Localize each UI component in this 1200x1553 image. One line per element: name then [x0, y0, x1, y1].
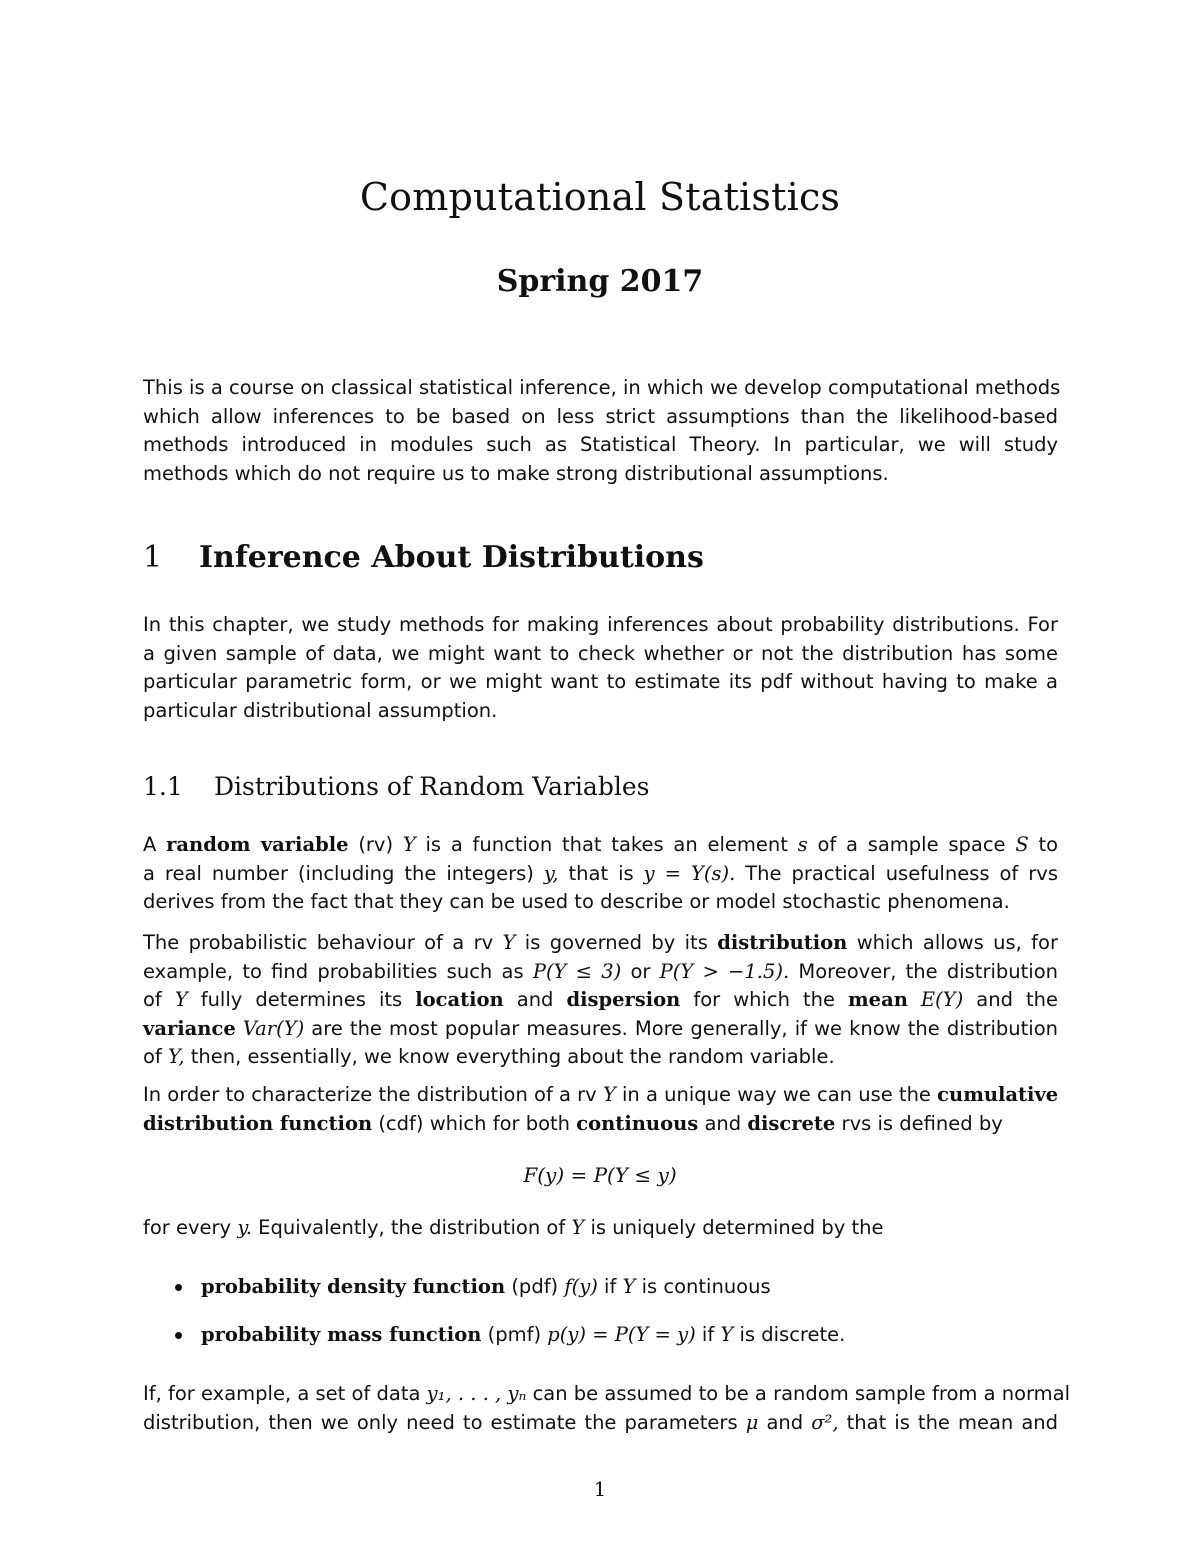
dist-line-3: of Y fully determines its location and dispersion for which the mean E(Y) and the — [143, 988, 1058, 1012]
function-bullet-list — [175, 1273, 845, 1369]
normal-paragraph — [143, 1380, 1071, 1437]
normal-line-1: If, for example, a set of data y₁, . . . , yₙ can be assumed to be a random sample from a normal — [143, 1382, 1071, 1405]
section-heading — [143, 540, 704, 575]
section1-paragraph — [143, 611, 1058, 725]
intro-line: methods which do not require us to make strong distributional assumptions. — [143, 461, 889, 485]
intro-paragraph — [143, 374, 1061, 488]
equivalently-line: for every y. Equivalently, the distribution of Y is uniquely determined by the — [143, 1216, 884, 1239]
random-variable-paragraph — [143, 831, 1058, 917]
section1-line: a given sample of data, we might want to check whether or not the distribution has some — [143, 641, 1058, 665]
cdf-line-2: distribution function (cdf) which for both continuous and discrete rvs is defined by — [143, 1111, 1003, 1135]
intro-line: This is a course on classical statistical inference, in which we develop computational methods — [143, 376, 1061, 399]
dist-line-5: of Y, then, essentially, we know everything about the random variable. — [143, 1045, 835, 1069]
section1-line: particular distributional assumption. — [143, 698, 498, 722]
subsection-heading — [143, 772, 649, 801]
rv-line-2: a real number (including the integers) y, that is y = Y(s). The practical usefulness of rvs — [143, 861, 1058, 885]
cdf-paragraph — [143, 1081, 1058, 1138]
intro-line: which allow inferences to be based on less strict assumptions than the likelihood-based — [143, 404, 1058, 428]
subsection-title: Distributions of Random Variables — [214, 772, 650, 801]
section1-line: In this chapter, we study methods for making inferences about probability distributions. For — [143, 613, 1058, 636]
equivalently-paragraph — [143, 1214, 1058, 1243]
dist-line-1: The probabilistic behaviour of a rv Y is governed by its distribution which allows us, for — [143, 931, 1058, 954]
cdf-equation: F(y) = P(Y ≤ y) — [523, 1163, 677, 1187]
document-subtitle: Spring 2017 — [496, 264, 704, 299]
section1-line: particular parametric form, or we might want to estimate its pdf without having to make a — [143, 670, 1058, 694]
section-title: Inference About Distributions — [199, 540, 704, 575]
page-number: 1 — [593, 1477, 607, 1501]
dist-line-2: example, to find probabilities such as P(Y ≤ 3) or P(Y > −1.5). Moreover, the distribution — [143, 959, 1058, 983]
dist-line-4: variance Var(Y) are the most popular measures. More generally, if we know the distribution — [143, 1016, 1058, 1040]
rv-line-1: A random variable (rv) Y is a function that takes an element s of a sample space S to — [143, 833, 1059, 856]
document-title: Computational Statistics — [359, 175, 841, 219]
normal-line-2: distribution, then we only need to estimate the parameters μ and σ², that is the mean and — [143, 1410, 1059, 1434]
subsection-number: 1.1 — [143, 772, 183, 801]
cdf-line-1: In order to characterize the distribution of a rv Y in a unique way we can use the cumulative — [143, 1083, 1059, 1106]
bullet-icon — [175, 1284, 182, 1291]
list-item: probability mass function (pmf) p(y) = P(Y = y) if Y is discrete. — [175, 1321, 845, 1369]
bullet-icon — [175, 1332, 182, 1339]
rv-line-3: derives from the fact that they can be used to describe or model stochastic phenomena. — [143, 890, 1010, 914]
list-item: probability density function (pdf) f(y) if Y is continuous — [175, 1273, 845, 1321]
distribution-paragraph — [143, 929, 1058, 1072]
section-number: 1 — [143, 540, 163, 575]
intro-line: methods introduced in modules such as Statistical Theory. In particular, we will study — [143, 433, 1058, 457]
